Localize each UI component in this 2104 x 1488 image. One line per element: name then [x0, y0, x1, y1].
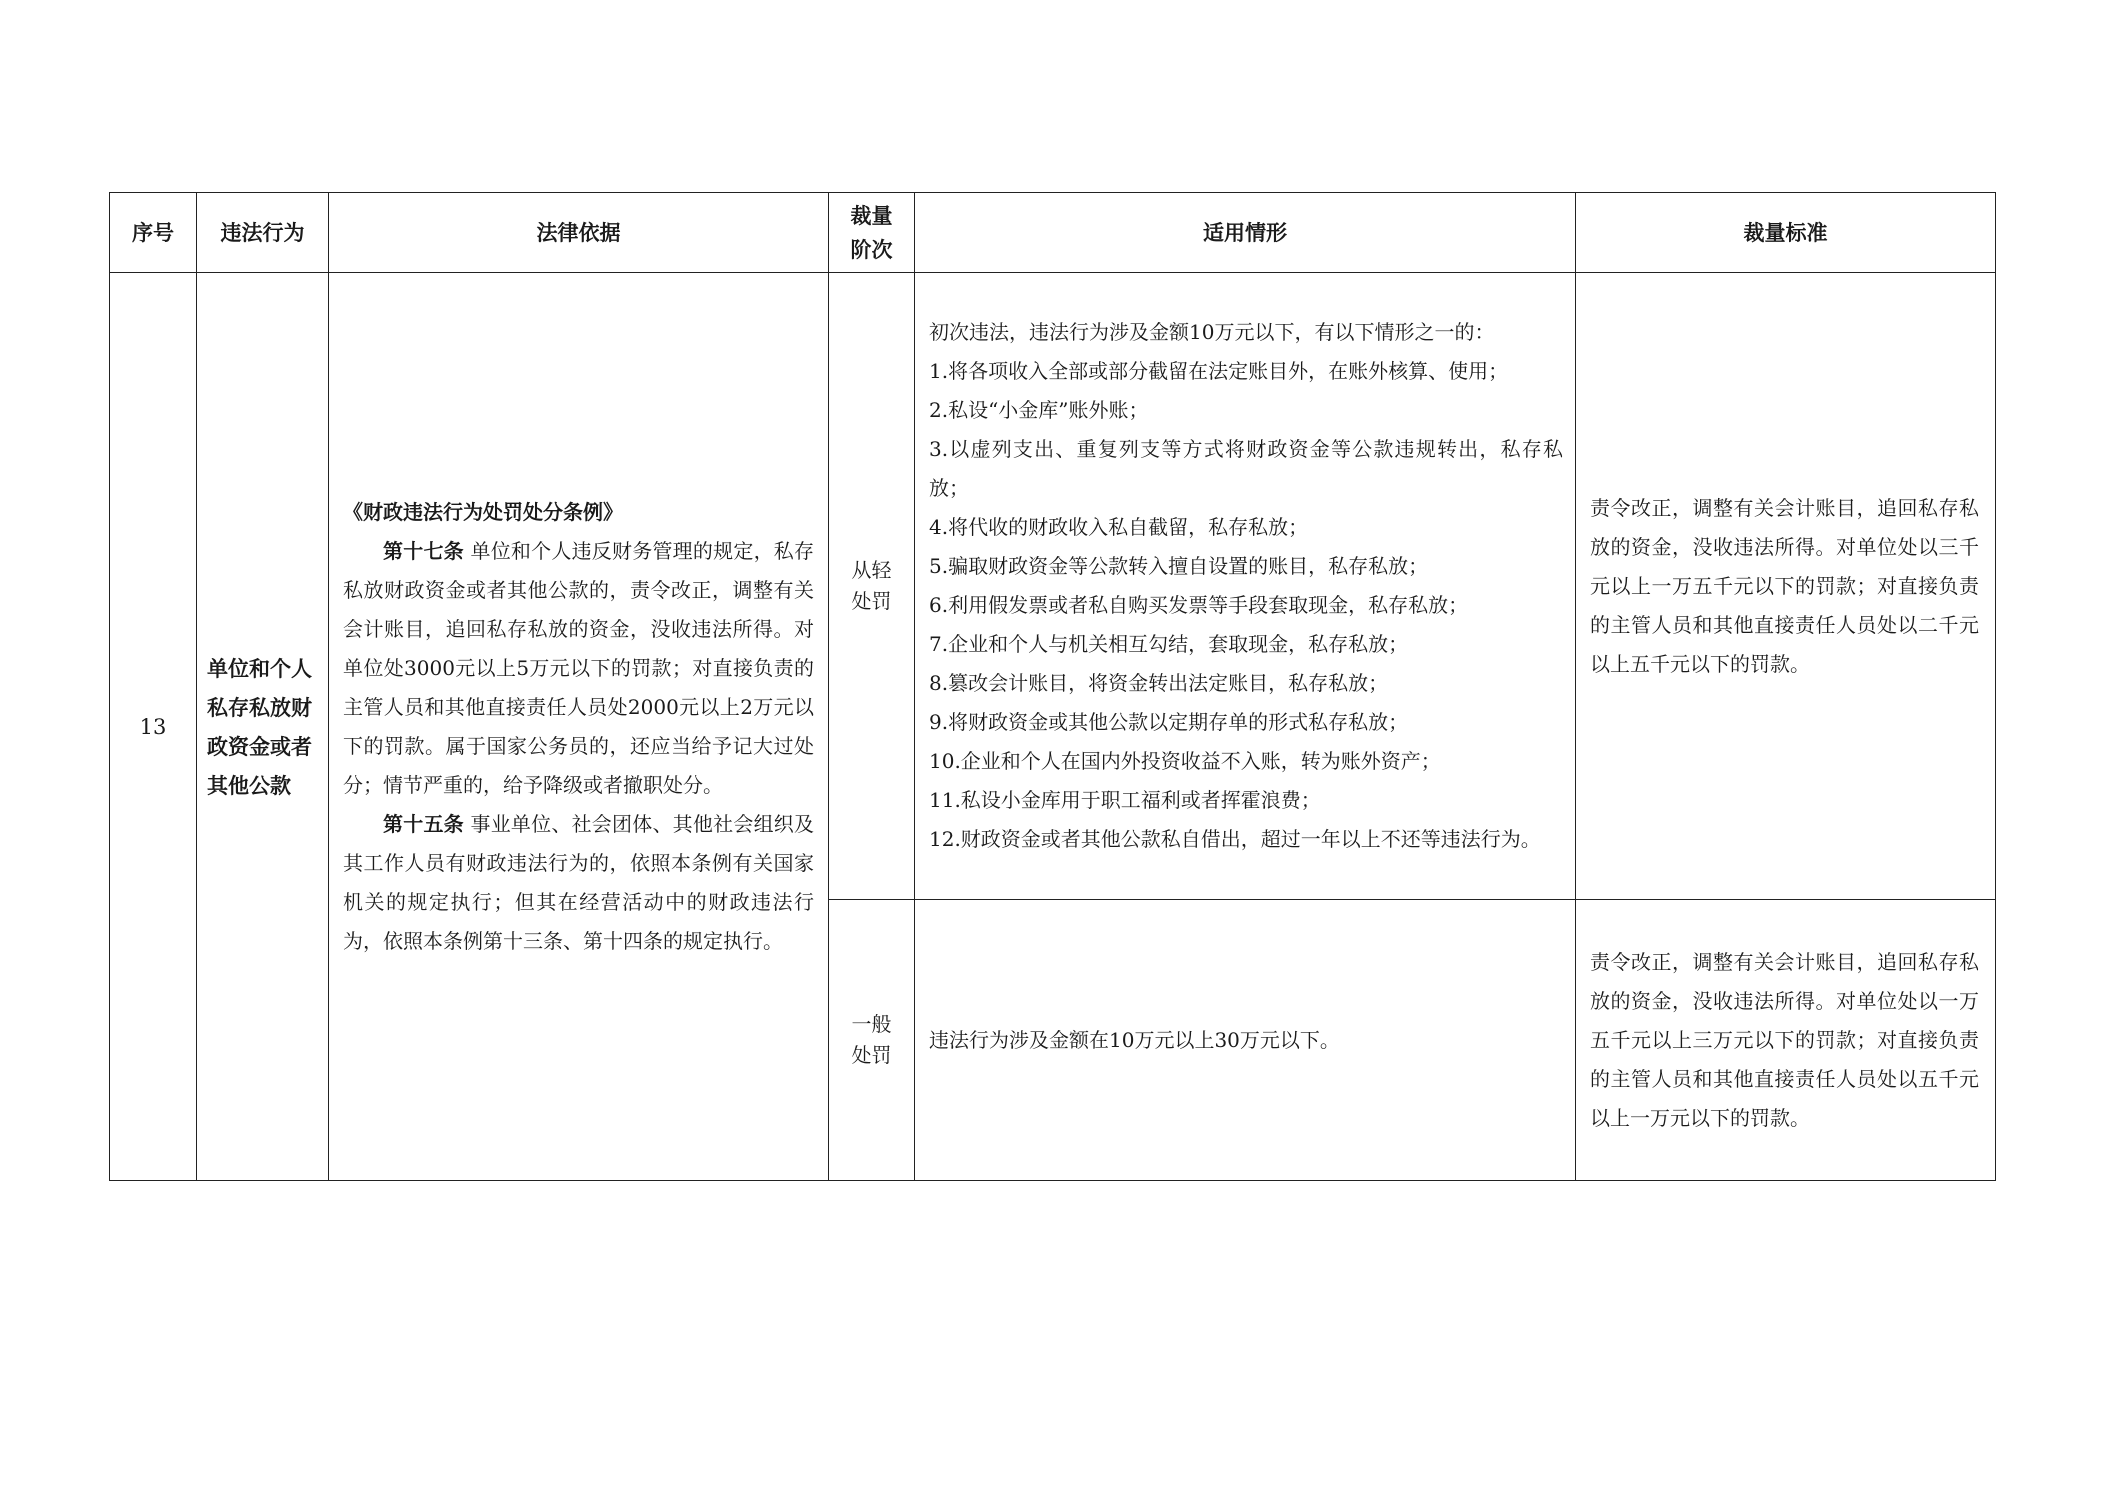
- discretion-standard-table: [109, 192, 1996, 1181]
- row-seq: 13: [110, 273, 197, 1181]
- standard-light: 责令改正，调整有关会计账目，追回私存私放的资金，没收违法所得。对单位处以三千元以上一万五千元以下的罚款；对直接负责的主管人员和其他直接责任人员处以二千元以上五千元以下的罚款。: [1576, 273, 1996, 900]
- situation-line: 1.将各项收入全部或部分截留在法定账目外，在账外核算、使用；: [929, 359, 1509, 383]
- level-general: [829, 900, 915, 1181]
- standard-general: 责令改正，调整有关会计账目，追回私存私放的资金，没收违法所得。对单位处以一万五千元以上三万元以下的罚款；对直接负责的主管人员和其他直接责任人员处以五千元以上一万元以下的罚款。: [1576, 900, 1996, 1181]
- basis-article-15: [343, 805, 814, 961]
- article-15-label: 第十五条: [383, 811, 464, 836]
- table-row-light: [110, 273, 1996, 900]
- header-standard: 裁量标准: [1576, 193, 1996, 273]
- header-seq: 序号: [110, 193, 197, 273]
- article-17-text: 单位和个人违反财务管理的规定，私存私放财政资金或者其他公款的，责令改正，调整有关会计账目，追回私存私放的资金，没收违法所得。对单位处3000元以上5万元以下的罚款；对直接负责的主管人员和其他直接责任人员处2000元以上2万元以下的罚款。属于国家公务员的，还应当给予记大过处分；情节严重的，给予降级或者撤职处分。: [343, 538, 815, 797]
- situation-line: 4.将代收的财政收入私自截留，私存私放；: [929, 515, 1309, 539]
- basis-title: 《财政违法行为处罚处分条例》: [343, 499, 623, 524]
- level-general-line-1: 一般: [851, 1012, 892, 1036]
- situation-line: 5.骗取财政资金等公款转入擅自设置的账目，私存私放；: [929, 554, 1429, 578]
- row-legal-basis: [329, 273, 829, 1181]
- situation-line: 9.将财政资金或其他公款以定期存单的形式私存私放；: [929, 710, 1409, 734]
- basis-article-17: [343, 532, 814, 805]
- situation-line: 8.篡改会计账目，将资金转出法定账目，私存私放；: [929, 671, 1389, 695]
- level-general-line-2: 处罚: [851, 1043, 892, 1067]
- situation-light: [915, 273, 1576, 900]
- situation-line: 初次违法，违法行为涉及金额10万元以下，有以下情形之一的：: [929, 320, 1495, 344]
- header-level-line-2: 阶次: [850, 236, 893, 262]
- article-17-label: 第十七条: [383, 538, 464, 563]
- situation-line: 12.财政资金或者其他公款私自借出，超过一年以上不还等违法行为。: [929, 827, 1541, 851]
- row-act: 单位和个人私存私放财政资金或者其他公款: [197, 273, 329, 1181]
- header-row: [110, 193, 1996, 273]
- situation-line: 3.以虚列支出、重复列支等方式将财政资金等公款违规转出，私存私放；: [929, 437, 1563, 500]
- level-light-line-1: 从轻: [851, 558, 892, 582]
- situation-line: 7.企业和个人与机关相互勾结，套取现金，私存私放；: [929, 632, 1409, 656]
- level-light: [829, 273, 915, 900]
- level-light-line-2: 处罚: [851, 589, 892, 613]
- situation-general: 违法行为涉及金额在10万元以上30万元以下。: [915, 900, 1576, 1181]
- header-act: 违法行为: [197, 193, 329, 273]
- situation-line: 10.企业和个人在国内外投资收益不入账，转为账外资产；: [929, 749, 1441, 773]
- situation-line: 11.私设小金库用于职工福利或者挥霍浪费；: [929, 788, 1321, 812]
- article-15-text: 事业单位、社会团体、其他社会组织及其工作人员有财政违法行为的，依照本条例有关国家机关的规定执行；但其在经营活动中的财政违法行为，依照本条例第十三条、第十四条的规定执行。: [343, 811, 815, 953]
- situation-line: 6.利用假发票或者私自购买发票等手段套取现金，私存私放；: [929, 593, 1469, 617]
- header-level-line-1: 裁量: [850, 202, 893, 228]
- header-basis: 法律依据: [329, 193, 829, 273]
- header-situation: 适用情形: [915, 193, 1576, 273]
- header-level: [829, 193, 915, 273]
- situation-line: 2.私设“小金库”账外账；: [929, 398, 1149, 422]
